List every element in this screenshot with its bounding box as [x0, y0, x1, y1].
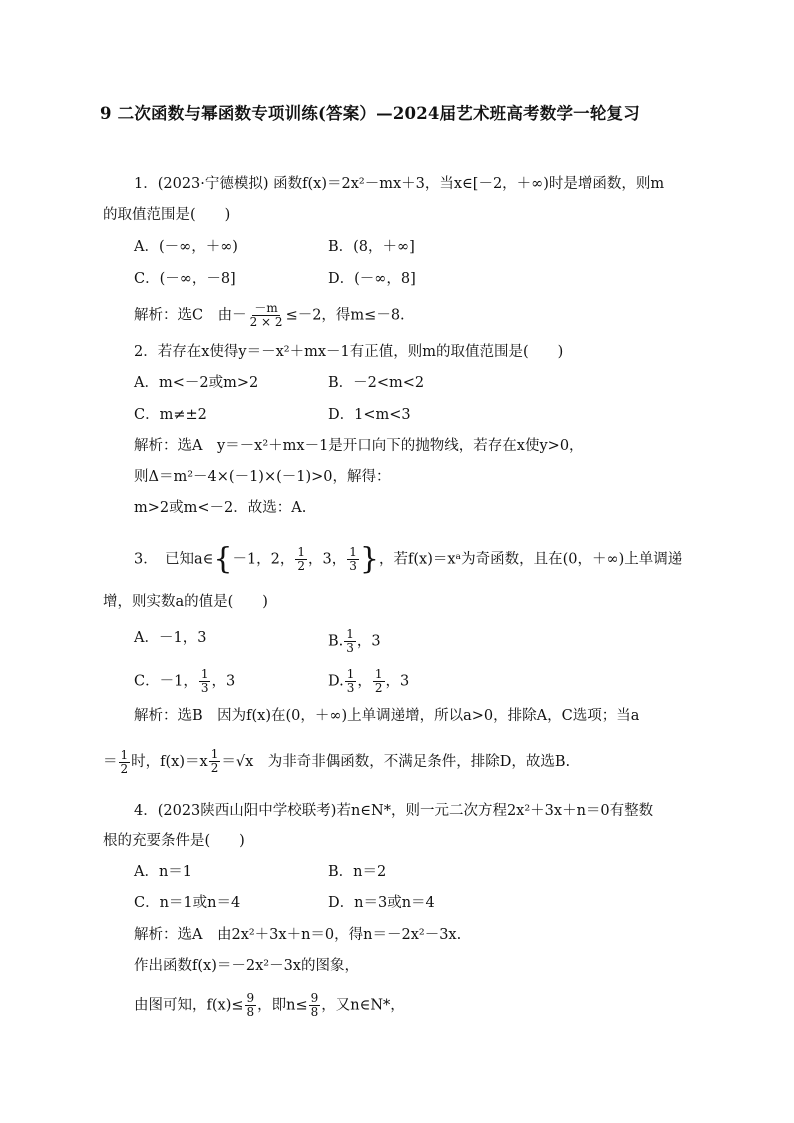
q3-stem-line2: 增，则实数a的值是( ) [103, 594, 268, 610]
q3-option-a: A．－1，3 [134, 630, 207, 646]
q3-option-c-pre: C．－1， [134, 673, 198, 690]
q2-option-d: D．1<m<3 [328, 407, 411, 423]
q3-set-frac-half-num: 1 [297, 545, 306, 559]
q4-answer-frac1 [245, 992, 257, 1019]
q3-set-frac-half [295, 546, 307, 573]
q3-option-b [328, 628, 381, 655]
q2-answer-line3: m>2或m<－2．故选：A. [134, 500, 307, 516]
q3-answer-line2-mid: 时，f(x)＝x [131, 754, 208, 770]
q1-stem-line1: 1．(2023·宁德模拟) 函数f(x)＝2x²－mx＋3，当x∈[－2，＋∞)时是增函数，则m [134, 176, 665, 192]
q3-answer-line2 [103, 748, 570, 776]
frac-den: 3 [346, 681, 355, 695]
q3-option-c-frac [199, 668, 211, 695]
q3-option-c [134, 668, 235, 695]
q1-answer-prefix: 解析：选C 由－ [134, 307, 247, 324]
q3-set-item1: －1，2， [232, 551, 295, 568]
q3-set-frac-half-den: 2 [297, 559, 306, 573]
q1-stem-line2: 的取值范围是( ) [103, 207, 231, 223]
q3-set-frac-third [347, 546, 359, 573]
frac-num: 1 [200, 667, 209, 681]
q3-answer-line1: 解析：选B 因为f(x)在(0，＋∞)上单调递增，所以a>0，排除A，C选项；当a [134, 708, 640, 724]
q1-option-c: C．(－∞，－8] [134, 271, 236, 287]
q3-set-brace-left: { [213, 541, 233, 577]
page-title: 9 二次函数与幂函数专项训练(答案）—2024届艺术班高考数学一轮复习 [100, 104, 640, 123]
q3-set-item3: ，3， [308, 551, 347, 568]
q3-answer-line2-pre: ＝ [103, 754, 118, 770]
q1-fraction [248, 302, 285, 329]
q4-answer-line3-post: ，又n∈N*， [321, 997, 405, 1014]
q3-set-frac-third-den: 3 [349, 559, 357, 573]
frac-den: 2 [120, 761, 129, 776]
q3-stem-b: ，若f(x)＝xᵃ为奇函数，且在(0，＋∞)上单调递 [379, 551, 683, 568]
q3-option-c-post: ，3 [211, 673, 236, 690]
q3-answer-line2-sqrt: ＝√x [221, 754, 254, 770]
q1-option-b: B．(8，＋∞] [328, 239, 415, 255]
q3-answer-frac-half [119, 749, 131, 776]
q2-answer-line1: 解析：选A y＝－x²＋mx－1是开口向下的抛物线，若存在x使y>0， [134, 438, 584, 454]
q1-answer [134, 302, 405, 329]
q3-option-d: D. $\frac{1}{3}$ ， $\frac{1}{2}$ ，3 [328, 667, 410, 695]
q4-option-d: D．n＝3或n＝4 [328, 895, 435, 911]
q4-option-b: B．n＝2 [328, 864, 387, 880]
frac-num: 1 [120, 747, 129, 762]
frac-den: 2 [374, 681, 383, 695]
frac-num: 1 [346, 667, 355, 681]
frac-den: 3 [200, 681, 209, 695]
q3-option-b-post: ，3 [356, 633, 381, 650]
q1-answer-suffix: ≤－2，得m≤－8. [285, 307, 405, 324]
q2-stem: 2．若存在x使得y＝－x²＋mx－1有正值，则m的取值范围是( ) [134, 344, 564, 360]
q2-option-a: A．m<－2或m>2 [134, 375, 259, 391]
q4-option-c: C．n＝1或n＝4 [134, 895, 241, 911]
q3-set-frac-third-num: 1 [349, 545, 357, 559]
q3-answer-line2-post: 为非奇非偶函数，不满足条件，排除D，故选B. [253, 754, 571, 770]
q3-option-d-frac2 [373, 668, 385, 695]
q4-answer-line1: 解析：选A 由2x²＋3x＋n＝0，得n＝－2x²－3x. [134, 927, 462, 943]
q2-option-c: C．m≠±2 [134, 407, 207, 423]
q4-stem-line1: 4．(2023陕西山阳中学校联考)若n∈N*，则一元二次方程2x²＋3x＋n＝0有整数 [134, 803, 654, 819]
q3-option-b-pre: B. [328, 633, 344, 650]
q2-option-b: B．－2<m<2 [328, 375, 425, 391]
frac-den: 8 [310, 1005, 319, 1019]
q1-option-d: D．(－∞，8] [328, 271, 416, 287]
q3-option-b-frac [344, 628, 356, 655]
q4-answer-frac2 [309, 992, 321, 1019]
q4-answer-line3 [134, 992, 405, 1019]
frac-num: 9 [246, 991, 255, 1005]
q1-fraction-num: －m [254, 301, 278, 315]
frac-num: 1 [374, 667, 383, 681]
q3-set-brace-right: } [359, 541, 380, 577]
frac-den: 3 [346, 641, 354, 655]
frac-den: 2 [210, 761, 219, 775]
q3-option-d-pre: D. [328, 673, 344, 690]
q3-stem-line1 [134, 541, 683, 577]
q4-option-a: A．n＝1 [134, 864, 193, 880]
q4-answer-line3-pre: 由图可知，f(x)≤ [134, 997, 244, 1014]
frac-den: 8 [246, 1005, 255, 1019]
q1-option-a: A．(－∞，＋∞) [134, 239, 238, 255]
q3-option-d-frac1 [345, 668, 357, 695]
q4-answer-line3-mid: ，即n≤ [257, 997, 308, 1014]
q3-option-d-post: ，3 [385, 673, 410, 690]
frac-num: 1 [210, 747, 219, 761]
q3-stem-a: 3． 已知a∈ [134, 551, 214, 568]
q4-answer-line2: 作出函数f(x)＝－2x²－3x的图象， [134, 958, 359, 974]
q1-fraction-den: 2 × 2 [249, 315, 283, 329]
q2-answer-line2: 则Δ＝m²－4×(－1)×(－1)>0，解得： [134, 469, 391, 485]
frac-num: 9 [310, 991, 319, 1005]
frac-num: 1 [346, 627, 354, 641]
q3-answer-exponent [209, 748, 221, 775]
q4-stem-line2: 根的充要条件是( ) [103, 833, 245, 849]
